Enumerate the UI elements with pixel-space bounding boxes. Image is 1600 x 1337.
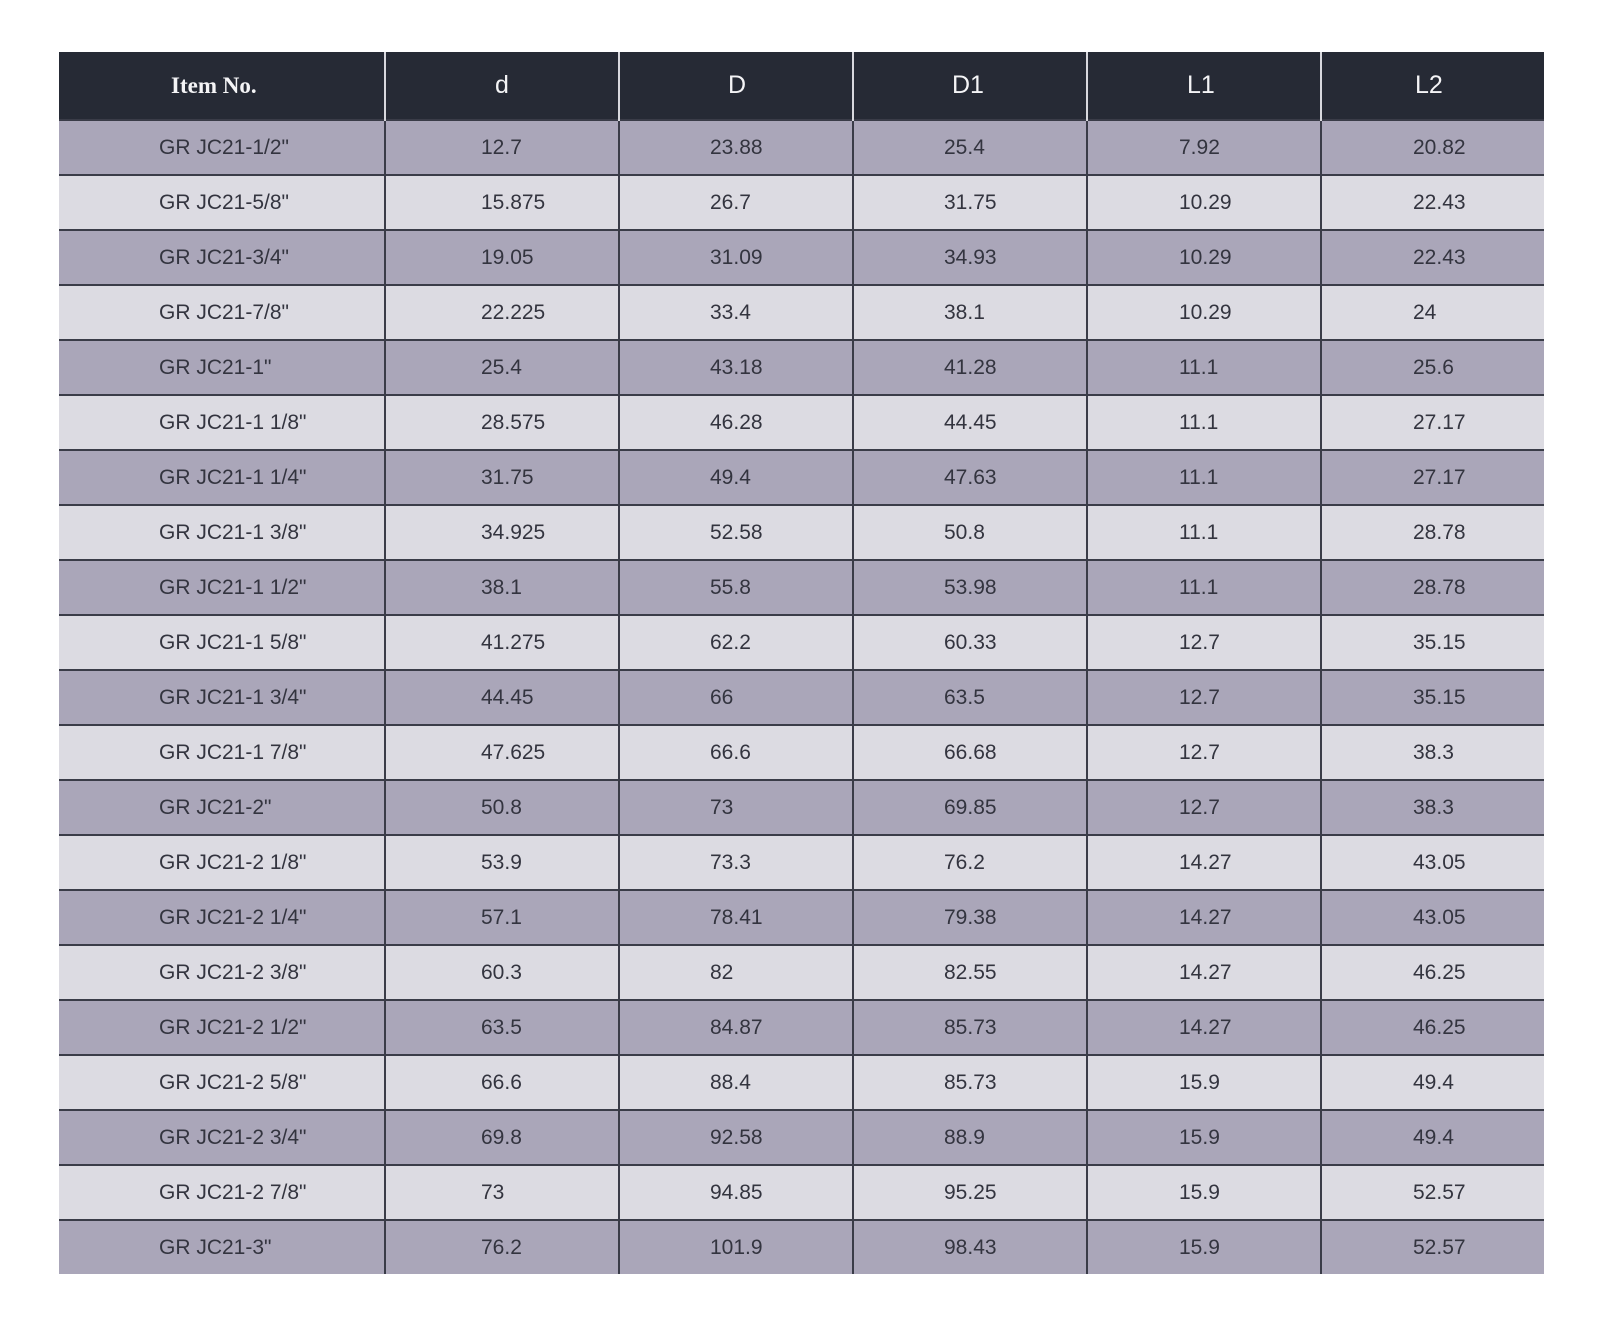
cell-item-no: GR JC21-2" bbox=[59, 780, 385, 835]
cell-item-no: GR JC21-1 3/4" bbox=[59, 670, 385, 725]
cell-L2: 43.05 bbox=[1321, 890, 1544, 945]
cell-L2: 49.4 bbox=[1321, 1055, 1544, 1110]
cell-D1: 79.38 bbox=[853, 890, 1087, 945]
cell-L1: 12.7 bbox=[1087, 780, 1321, 835]
cell-L2: 20.82 bbox=[1321, 120, 1544, 175]
cell-D: 26.7 bbox=[619, 175, 853, 230]
cell-d: 15.875 bbox=[385, 175, 619, 230]
cell-L1: 14.27 bbox=[1087, 1000, 1321, 1055]
cell-D: 23.88 bbox=[619, 120, 853, 175]
cell-D1: 34.93 bbox=[853, 230, 1087, 285]
header-L1: L1 bbox=[1087, 52, 1321, 120]
header-L2: L2 bbox=[1321, 52, 1544, 120]
cell-L2: 27.17 bbox=[1321, 395, 1544, 450]
cell-L1: 14.27 bbox=[1087, 945, 1321, 1000]
table-row bbox=[59, 835, 1544, 890]
cell-D1: 82.55 bbox=[853, 945, 1087, 1000]
cell-L2: 35.15 bbox=[1321, 615, 1544, 670]
cell-d: 19.05 bbox=[385, 230, 619, 285]
cell-item-no: GR JC21-5/8" bbox=[59, 175, 385, 230]
cell-d: 57.1 bbox=[385, 890, 619, 945]
cell-item-no: GR JC21-1 1/8" bbox=[59, 395, 385, 450]
cell-L1: 15.9 bbox=[1087, 1165, 1321, 1220]
cell-L2: 28.78 bbox=[1321, 505, 1544, 560]
cell-item-no: GR JC21-2 3/8" bbox=[59, 945, 385, 1000]
table-row bbox=[59, 1220, 1544, 1274]
table-row bbox=[59, 1055, 1544, 1110]
cell-D: 31.09 bbox=[619, 230, 853, 285]
cell-L2: 49.4 bbox=[1321, 1110, 1544, 1165]
cell-item-no: GR JC21-2 5/8" bbox=[59, 1055, 385, 1110]
cell-L1: 11.1 bbox=[1087, 560, 1321, 615]
table-row bbox=[59, 780, 1544, 835]
table-body bbox=[59, 120, 1544, 1274]
cell-item-no: GR JC21-1 3/8" bbox=[59, 505, 385, 560]
cell-D: 66 bbox=[619, 670, 853, 725]
cell-D1: 76.2 bbox=[853, 835, 1087, 890]
cell-d: 76.2 bbox=[385, 1220, 619, 1274]
table-row bbox=[59, 560, 1544, 615]
cell-D1: 88.9 bbox=[853, 1110, 1087, 1165]
cell-d: 34.925 bbox=[385, 505, 619, 560]
cell-D1: 38.1 bbox=[853, 285, 1087, 340]
cell-D1: 95.25 bbox=[853, 1165, 1087, 1220]
cell-d: 41.275 bbox=[385, 615, 619, 670]
cell-d: 44.45 bbox=[385, 670, 619, 725]
cell-D1: 69.85 bbox=[853, 780, 1087, 835]
cell-D: 84.87 bbox=[619, 1000, 853, 1055]
cell-D: 92.58 bbox=[619, 1110, 853, 1165]
cell-D1: 25.4 bbox=[853, 120, 1087, 175]
cell-D: 94.85 bbox=[619, 1165, 853, 1220]
cell-L1: 14.27 bbox=[1087, 890, 1321, 945]
table-row bbox=[59, 890, 1544, 945]
cell-d: 38.1 bbox=[385, 560, 619, 615]
cell-L2: 25.6 bbox=[1321, 340, 1544, 395]
cell-item-no: GR JC21-1 5/8" bbox=[59, 615, 385, 670]
table-row bbox=[59, 945, 1544, 1000]
header-row bbox=[59, 52, 1544, 120]
table-row bbox=[59, 1110, 1544, 1165]
cell-D: 73.3 bbox=[619, 835, 853, 890]
cell-L2: 24 bbox=[1321, 285, 1544, 340]
cell-d: 22.225 bbox=[385, 285, 619, 340]
cell-L2: 52.57 bbox=[1321, 1165, 1544, 1220]
cell-item-no: GR JC21-1 1/4" bbox=[59, 450, 385, 505]
cell-D: 73 bbox=[619, 780, 853, 835]
cell-D: 43.18 bbox=[619, 340, 853, 395]
cell-D1: 44.45 bbox=[853, 395, 1087, 450]
cell-item-no: GR JC21-2 7/8" bbox=[59, 1165, 385, 1220]
cell-L1: 11.1 bbox=[1087, 340, 1321, 395]
table-row bbox=[59, 1000, 1544, 1055]
cell-d: 28.575 bbox=[385, 395, 619, 450]
cell-L1: 11.1 bbox=[1087, 395, 1321, 450]
cell-d: 73 bbox=[385, 1165, 619, 1220]
cell-L1: 10.29 bbox=[1087, 175, 1321, 230]
table-row bbox=[59, 725, 1544, 780]
spec-table bbox=[59, 52, 1544, 1274]
cell-D1: 41.28 bbox=[853, 340, 1087, 395]
header-item-no: Item No. bbox=[59, 52, 385, 120]
cell-d: 66.6 bbox=[385, 1055, 619, 1110]
cell-L1: 15.9 bbox=[1087, 1055, 1321, 1110]
table-row bbox=[59, 505, 1544, 560]
table-row bbox=[59, 340, 1544, 395]
cell-D1: 63.5 bbox=[853, 670, 1087, 725]
cell-D1: 53.98 bbox=[853, 560, 1087, 615]
cell-L2: 46.25 bbox=[1321, 1000, 1544, 1055]
cell-L2: 28.78 bbox=[1321, 560, 1544, 615]
cell-D1: 85.73 bbox=[853, 1000, 1087, 1055]
cell-L1: 12.7 bbox=[1087, 670, 1321, 725]
header-d: d bbox=[385, 52, 619, 120]
cell-D1: 31.75 bbox=[853, 175, 1087, 230]
cell-d: 60.3 bbox=[385, 945, 619, 1000]
cell-D1: 66.68 bbox=[853, 725, 1087, 780]
cell-L2: 38.3 bbox=[1321, 780, 1544, 835]
cell-D: 82 bbox=[619, 945, 853, 1000]
cell-D: 66.6 bbox=[619, 725, 853, 780]
cell-D: 52.58 bbox=[619, 505, 853, 560]
cell-D: 46.28 bbox=[619, 395, 853, 450]
cell-L2: 22.43 bbox=[1321, 175, 1544, 230]
table-row bbox=[59, 285, 1544, 340]
cell-D1: 85.73 bbox=[853, 1055, 1087, 1110]
table-header bbox=[59, 52, 1544, 120]
cell-item-no: GR JC21-1 7/8" bbox=[59, 725, 385, 780]
cell-L1: 15.9 bbox=[1087, 1220, 1321, 1274]
cell-item-no: GR JC21-1/2" bbox=[59, 120, 385, 175]
cell-L2: 27.17 bbox=[1321, 450, 1544, 505]
cell-item-no: GR JC21-2 3/4" bbox=[59, 1110, 385, 1165]
cell-D: 88.4 bbox=[619, 1055, 853, 1110]
cell-L2: 38.3 bbox=[1321, 725, 1544, 780]
cell-D: 55.8 bbox=[619, 560, 853, 615]
cell-L1: 10.29 bbox=[1087, 285, 1321, 340]
cell-item-no: GR JC21-2 1/2" bbox=[59, 1000, 385, 1055]
table-row bbox=[59, 175, 1544, 230]
table-row bbox=[59, 120, 1544, 175]
table-row bbox=[59, 395, 1544, 450]
cell-D1: 98.43 bbox=[853, 1220, 1087, 1274]
cell-D: 101.9 bbox=[619, 1220, 853, 1274]
table-row bbox=[59, 670, 1544, 725]
cell-item-no: GR JC21-3/4" bbox=[59, 230, 385, 285]
cell-L2: 52.57 bbox=[1321, 1220, 1544, 1274]
cell-item-no: GR JC21-2 1/4" bbox=[59, 890, 385, 945]
cell-item-no: GR JC21-1" bbox=[59, 340, 385, 395]
header-D: D bbox=[619, 52, 853, 120]
cell-item-no: GR JC21-7/8" bbox=[59, 285, 385, 340]
cell-d: 50.8 bbox=[385, 780, 619, 835]
cell-d: 63.5 bbox=[385, 1000, 619, 1055]
cell-L1: 15.9 bbox=[1087, 1110, 1321, 1165]
cell-D1: 47.63 bbox=[853, 450, 1087, 505]
cell-D: 62.2 bbox=[619, 615, 853, 670]
header-D1: D1 bbox=[853, 52, 1087, 120]
cell-L1: 11.1 bbox=[1087, 505, 1321, 560]
cell-L2: 22.43 bbox=[1321, 230, 1544, 285]
cell-d: 53.9 bbox=[385, 835, 619, 890]
table-row bbox=[59, 450, 1544, 505]
cell-L1: 12.7 bbox=[1087, 615, 1321, 670]
cell-L2: 35.15 bbox=[1321, 670, 1544, 725]
cell-d: 69.8 bbox=[385, 1110, 619, 1165]
cell-L1: 7.92 bbox=[1087, 120, 1321, 175]
cell-d: 47.625 bbox=[385, 725, 619, 780]
table-row bbox=[59, 615, 1544, 670]
cell-d: 12.7 bbox=[385, 120, 619, 175]
cell-L1: 14.27 bbox=[1087, 835, 1321, 890]
cell-D1: 50.8 bbox=[853, 505, 1087, 560]
cell-item-no: GR JC21-3" bbox=[59, 1220, 385, 1274]
table-row bbox=[59, 230, 1544, 285]
cell-L1: 12.7 bbox=[1087, 725, 1321, 780]
cell-D1: 60.33 bbox=[853, 615, 1087, 670]
table-row bbox=[59, 1165, 1544, 1220]
cell-L2: 46.25 bbox=[1321, 945, 1544, 1000]
cell-L2: 43.05 bbox=[1321, 835, 1544, 890]
cell-L1: 10.29 bbox=[1087, 230, 1321, 285]
cell-d: 25.4 bbox=[385, 340, 619, 395]
cell-L1: 11.1 bbox=[1087, 450, 1321, 505]
cell-D: 78.41 bbox=[619, 890, 853, 945]
cell-D: 33.4 bbox=[619, 285, 853, 340]
cell-d: 31.75 bbox=[385, 450, 619, 505]
cell-D: 49.4 bbox=[619, 450, 853, 505]
cell-item-no: GR JC21-2 1/8" bbox=[59, 835, 385, 890]
cell-item-no: GR JC21-1 1/2" bbox=[59, 560, 385, 615]
